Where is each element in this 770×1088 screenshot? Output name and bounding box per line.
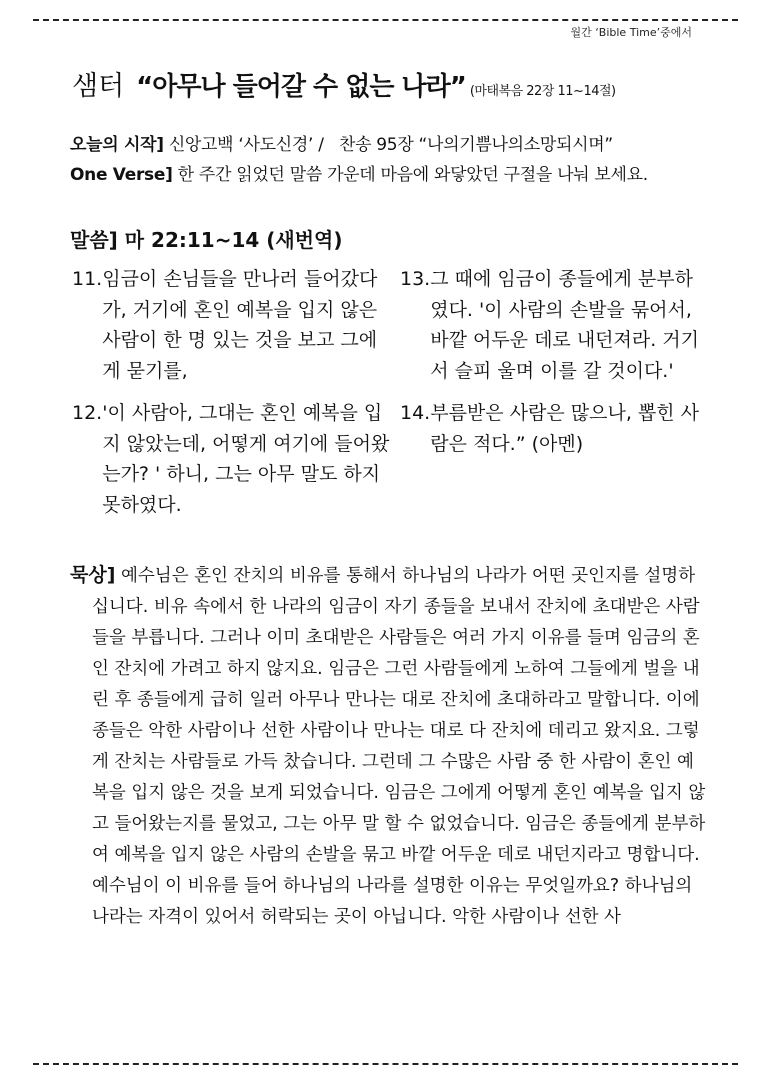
verse-item (400, 264, 700, 386)
one-verse-line (70, 160, 648, 185)
today-start-line (70, 130, 613, 155)
source-note: 월간 ‘Bible Time’중에서 (570, 26, 692, 39)
title-reference: (마태복음 22장 11~14절) (469, 84, 616, 99)
page-title (72, 64, 616, 103)
verse-item (72, 398, 392, 520)
verse-text: '이 사람아, 그대는 혼인 예복을 입지 않았는데, 어떻게 여기에 들어왔는가? ' 하니, 그는 아무 말도 하지 못하였다. (102, 402, 390, 516)
verses-left-column (72, 264, 392, 532)
verse-item (400, 398, 700, 459)
one-verse-text: 한 주간 읽었던 말씀 가운데 마음에 와닿았던 구절을 나눠 보세요. (177, 165, 648, 185)
top-dashed-rule (33, 19, 738, 21)
verses-right-column (400, 264, 700, 471)
verse-number: 12. (72, 402, 103, 424)
one-verse-label: One Verse] (70, 165, 173, 185)
meditation-text: 예수님은 혼인 잔치의 비유를 통해서 하나님의 나라가 어떤 곳인지를 설명하십니다. 비유 속에서 한 나라의 임금이 자기 종들을 보내서 잔치에 초대받은 사람들을 부릅니다. 그러나 이미 초대받은 사람들은 여러 가지 이유를 들며 임금의 혼인 잔치에 가려고 하지 않지요. 임금은 그런 사람들에게 노하여 그들에게 벌을 내린 후 종들에게 급히 일러 아무나 만나는 대로 잔치에 초대하라고 말합니다. 이에 종들은 악한 사람이나 선한 사람이나 만나는 대로 다 잔치에 데리고 왔지요. 그렇게 잔치는 사람들로 가득 찼습니다. 그런데 그 수많은 사람 중 한 사람이 혼인 예복을 입지 않은 것을 보게 되었습니다. 임금은 그에게 어떻게 혼인 예복을 입지 않고 들어왔는지를 물었고, 그는 아무 말 할 수 없었습니다. 임금은 종들에게 분부하여 예복을 입지 않은 사람의 손발을 묶고 바깥 어두운 데로 내던지라고 명합니다. 예수님이 이 비유를 들어 하나님의 나라를 설명한 이유는 무엇일까요? 하나님의 나라는 자격이 있어서 허락되는 곳이 아닙니다. 악한 사람이나 선한 사 (92, 566, 706, 927)
word-heading: 말씀] 마 22:11~14 (새번역) (70, 228, 343, 252)
verse-number: 14. (400, 402, 431, 424)
today-start-label: 오늘의 시작] (70, 135, 164, 155)
title-label: 샘터 (72, 71, 125, 102)
verse-text: 임금이 손님들을 만나러 들어갔다가, 거기에 혼인 예복을 입지 않은 사람이 한 명 있는 것을 보고 그에게 묻기를, (102, 268, 378, 382)
verse-number: 11. (72, 268, 103, 290)
verse-text: 부름받은 사람은 많으나, 뽑힌 사람은 적다.” (아멘) (430, 402, 700, 455)
verse-text: 그 때에 임금이 종들에게 분부하였다. '이 사람의 손발을 묶어서, 바깥 어두운 데로 내던져라. 거기서 슬피 울며 이를 갈 것이다.' (430, 268, 700, 382)
title-main: “아무나 들어갈 수 없는 나라” (136, 72, 466, 102)
verse-item (72, 264, 392, 386)
bottom-dashed-rule (33, 1063, 738, 1065)
verse-number: 13. (400, 268, 431, 290)
meditation-paragraph (70, 560, 710, 933)
meditation-label: 묵상] (70, 564, 116, 586)
meditation-section (70, 560, 710, 933)
today-start-text: 신앙고백 ‘사도신경’ / 찬송 95장 “나의기쁨나의소망되시며” (168, 135, 613, 155)
